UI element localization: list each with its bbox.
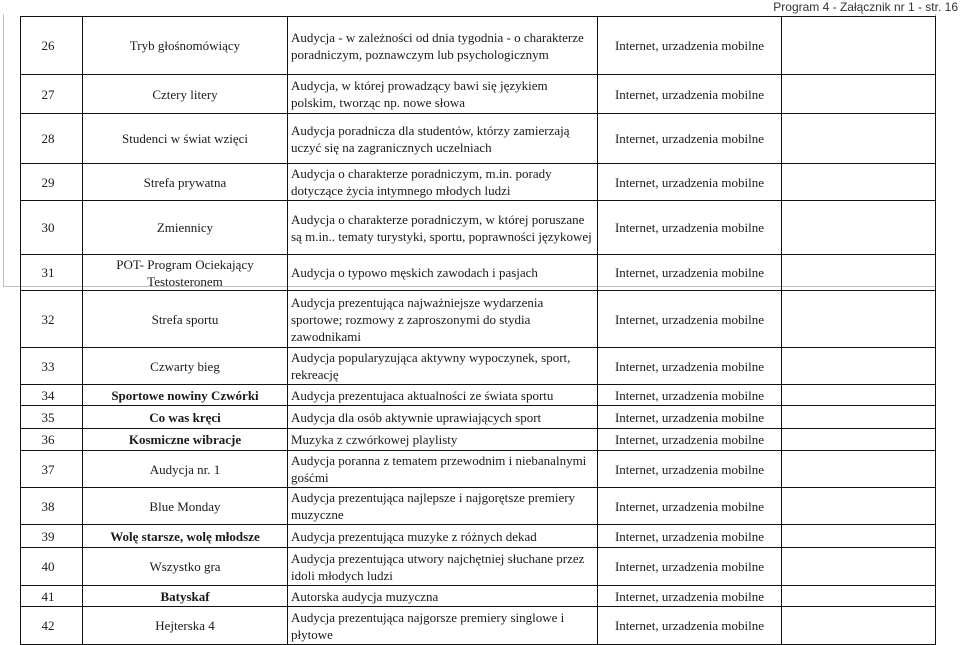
row-number: 37 bbox=[21, 451, 83, 488]
empty-cell bbox=[782, 291, 936, 348]
program-title: Audycja nr. 1 bbox=[83, 451, 288, 488]
program-title: Strefa sportu bbox=[83, 291, 288, 348]
program-description: Audycja prezentująca utwory najchętniej słuchane przez idoli młodych ludzi bbox=[288, 548, 598, 586]
empty-cell bbox=[782, 451, 936, 488]
empty-cell bbox=[782, 164, 936, 201]
table-row bbox=[21, 75, 936, 114]
row-number: 42 bbox=[21, 607, 83, 645]
table-row bbox=[21, 114, 936, 164]
program-description: Audycja prezentująca muzyke z różnych dekad bbox=[288, 525, 598, 548]
program-media: Internet, urzadzenia mobilne bbox=[598, 406, 782, 429]
empty-cell bbox=[782, 406, 936, 429]
empty-cell bbox=[782, 348, 936, 385]
table-row bbox=[21, 385, 936, 406]
program-description: Audycja prezentująca najważniejsze wydarzenia sportowe; rozmowy z zaproszonymi do stydia zawodnikami bbox=[288, 291, 598, 348]
program-title: Studenci w świat wzięci bbox=[83, 114, 288, 164]
table-row bbox=[21, 451, 936, 488]
row-number: 30 bbox=[21, 201, 83, 255]
program-title: Blue Monday bbox=[83, 488, 288, 525]
program-title: Zmiennicy bbox=[83, 201, 288, 255]
program-description: Audycja, w której prowadzący bawi się językiem polskim, tworząc np. nowe słowa bbox=[288, 75, 598, 114]
program-title: Wszystko gra bbox=[83, 548, 288, 586]
program-media: Internet, urzadzenia mobilne bbox=[598, 525, 782, 548]
program-title: POT- Program Ociekający Testosteronem bbox=[83, 255, 288, 291]
program-media: Internet, urzadzenia mobilne bbox=[598, 451, 782, 488]
table-row bbox=[21, 548, 936, 586]
program-title: Co was kręci bbox=[83, 406, 288, 429]
table-row bbox=[21, 406, 936, 429]
program-description: Audycja dla osób aktywnie uprawiających sport bbox=[288, 406, 598, 429]
program-table bbox=[20, 16, 936, 645]
program-media: Internet, urzadzenia mobilne bbox=[598, 607, 782, 645]
program-media: Internet, urzadzenia mobilne bbox=[598, 548, 782, 586]
row-number: 31 bbox=[21, 255, 83, 291]
program-media: Internet, urzadzenia mobilne bbox=[598, 291, 782, 348]
program-title: Kosmiczne wibracje bbox=[83, 429, 288, 451]
table-row bbox=[21, 586, 936, 607]
program-description: Audycja o charakterze poradniczym, w której poruszane są m.in.. tematy turystyki, sportu, poprawności językowej bbox=[288, 201, 598, 255]
program-media: Internet, urzadzenia mobilne bbox=[598, 385, 782, 406]
page-header: Program 4 - Załącznik nr 1 - str. 16 bbox=[773, 0, 958, 14]
program-description: Audycja prezentujaca aktualności ze świata sportu bbox=[288, 385, 598, 406]
empty-cell bbox=[782, 114, 936, 164]
program-media: Internet, urzadzenia mobilne bbox=[598, 429, 782, 451]
program-description: Audycja popularyzująca aktywny wypoczynek, sport, rekreację bbox=[288, 348, 598, 385]
empty-cell bbox=[782, 548, 936, 586]
table-row bbox=[21, 164, 936, 201]
row-number: 34 bbox=[21, 385, 83, 406]
program-title: Wolę starsze, wolę młodsze bbox=[83, 525, 288, 548]
program-title: Czwarty bieg bbox=[83, 348, 288, 385]
empty-cell bbox=[782, 201, 936, 255]
program-description: Audycja o charakterze poradniczym, m.in. porady dotyczące życia intymnego młodych ludzi bbox=[288, 164, 598, 201]
program-media: Internet, urzadzenia mobilne bbox=[598, 114, 782, 164]
row-number: 26 bbox=[21, 17, 83, 75]
program-title: Sportowe nowiny Czwórki bbox=[83, 385, 288, 406]
program-description: Audycja o typowo męskich zawodach i pasjach bbox=[288, 255, 598, 291]
table-row bbox=[21, 17, 936, 75]
row-number: 36 bbox=[21, 429, 83, 451]
table-row bbox=[21, 488, 936, 525]
program-description: Audycja poranna z tematem przewodnim i niebanalnymi gośćmi bbox=[288, 451, 598, 488]
program-description: Audycja poradnicza dla studentów, którzy zamierzają uczyć się na zagranicznych uczelniach bbox=[288, 114, 598, 164]
program-title: Batyskaf bbox=[83, 586, 288, 607]
program-media: Internet, urzadzenia mobilne bbox=[598, 488, 782, 525]
program-media: Internet, urzadzenia mobilne bbox=[598, 348, 782, 385]
empty-cell bbox=[782, 75, 936, 114]
program-description: Muzyka z czwórkowej playlisty bbox=[288, 429, 598, 451]
row-number: 27 bbox=[21, 75, 83, 114]
empty-cell bbox=[782, 17, 936, 75]
table-row bbox=[21, 525, 936, 548]
empty-cell bbox=[782, 586, 936, 607]
program-description: Audycja prezentująca najgorsze premiery singlowe i płytowe bbox=[288, 607, 598, 645]
table-row bbox=[21, 348, 936, 385]
program-media: Internet, urzadzenia mobilne bbox=[598, 586, 782, 607]
row-number: 32 bbox=[21, 291, 83, 348]
program-description: Audycja - w zależności od dnia tygodnia - o charakterze poradniczym, poznawczym lub psychologicznym bbox=[288, 17, 598, 75]
empty-cell bbox=[782, 488, 936, 525]
program-description: Autorska audycja muzyczna bbox=[288, 586, 598, 607]
row-number: 33 bbox=[21, 348, 83, 385]
program-description: Audycja prezentująca najlepsze i najgorętsze premiery muzyczne bbox=[288, 488, 598, 525]
row-number: 35 bbox=[21, 406, 83, 429]
program-media: Internet, urzadzenia mobilne bbox=[598, 17, 782, 75]
program-title: Cztery litery bbox=[83, 75, 288, 114]
row-number: 40 bbox=[21, 548, 83, 586]
table-row bbox=[21, 255, 936, 291]
row-number: 41 bbox=[21, 586, 83, 607]
empty-cell bbox=[782, 385, 936, 406]
program-media: Internet, urzadzenia mobilne bbox=[598, 75, 782, 114]
program-media: Internet, urzadzenia mobilne bbox=[598, 255, 782, 291]
table-row bbox=[21, 201, 936, 255]
empty-cell bbox=[782, 525, 936, 548]
empty-cell bbox=[782, 429, 936, 451]
row-number: 28 bbox=[21, 114, 83, 164]
program-title: Hejterska 4 bbox=[83, 607, 288, 645]
table-row bbox=[21, 429, 936, 451]
program-media: Internet, urzadzenia mobilne bbox=[598, 201, 782, 255]
program-media: Internet, urzadzenia mobilne bbox=[598, 164, 782, 201]
row-number: 29 bbox=[21, 164, 83, 201]
row-number: 39 bbox=[21, 525, 83, 548]
program-title: Strefa prywatna bbox=[83, 164, 288, 201]
table-row bbox=[21, 291, 936, 348]
empty-cell bbox=[782, 255, 936, 291]
program-title: Tryb głośnomówiący bbox=[83, 17, 288, 75]
row-number: 38 bbox=[21, 488, 83, 525]
